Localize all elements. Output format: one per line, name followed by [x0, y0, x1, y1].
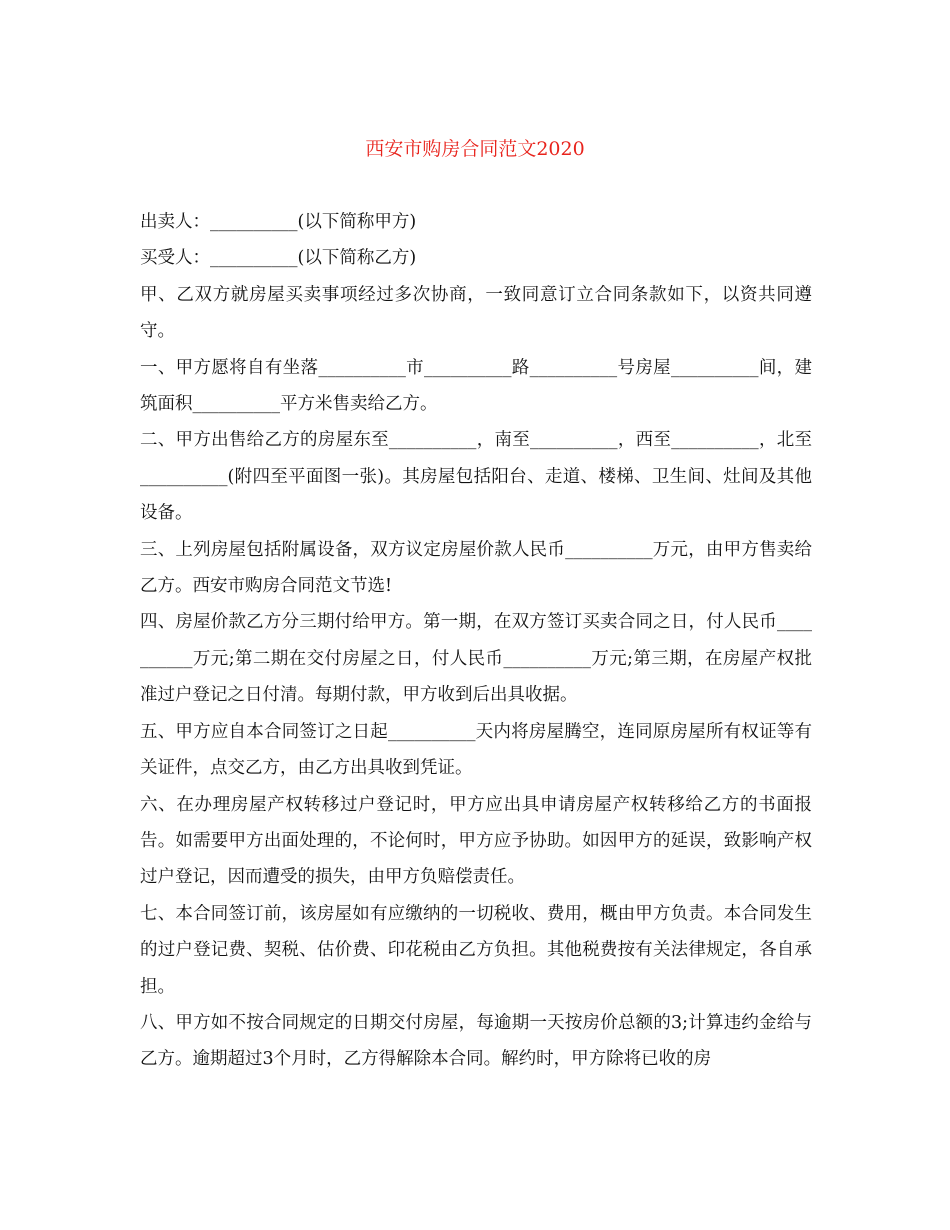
- clause-7: 七、本合同签订前，该房屋如有应缴纳的一切税收、费用，概由甲方负责。本合同发生的过户登记费、契税、估价费、印花税由乙方负担。其他税费按有关法律规定，各自承担。: [140, 903, 812, 997]
- buyer-line: 买受人：__________(以下简称乙方): [140, 248, 417, 269]
- clause-4: 四、房屋价款乙方分三期付给甲方。第一期，在双方签订买卖合同之日，付人民币__________万元;第二期在交付房屋之日，付人民币__________万元;第三期，在房屋产权批准过户登记之日付清。每期付款，甲方收到后出具收据。: [140, 612, 812, 706]
- seller-line: 出卖人：__________(以下简称甲方): [140, 212, 417, 232]
- clause-6: 六、在办理房屋产权转移过户登记时，甲方应出具申请房屋产权转移给乙方的书面报告。如需要甲方出面处理的，不论何时，甲方应予协助。如因甲方的延误，致影响产权过户登记，因而遭受的损失，由甲方负赔偿责任。: [140, 794, 812, 888]
- clause-8: 八、甲方如不按合同规定的日期交付房屋，每逾期一天按房价总额的3;计算违约金给与乙方。逾期超过3个月时，乙方得解除本合同。解约时，甲方除将已收的房: [140, 1012, 812, 1070]
- document-body: [140, 204, 812, 1078]
- preamble-paragraph: 甲、乙双方就房屋买卖事项经过多次协商，一致同意订立合同条款如下，以资共同遵守。: [140, 284, 812, 342]
- document-title: 西安市购房合同范文2020: [365, 138, 585, 160]
- clause-3: 三、上列房屋包括附属设备，双方议定房屋价款人民币__________万元，由甲方售卖给乙方。西安市购房合同范文节选!: [140, 539, 812, 597]
- clause-5: 五、甲方应自本合同签订之日起__________天内将房屋腾空，连同原房屋所有权证等有关证件，点交乙方，由乙方出具收到凭证。: [140, 721, 812, 779]
- clause-2: 二、甲方出售给乙方的房屋东至__________，南至__________，西至__________，北至__________(附四至平面图一张)。其房屋包括阳台、走道、楼梯、卫生间、灶间及其他设备。: [140, 430, 812, 524]
- clause-1: 一、甲方愿将自有坐落__________市__________路__________号房屋__________间，建筑面积__________平方米售卖给乙方。: [140, 357, 812, 415]
